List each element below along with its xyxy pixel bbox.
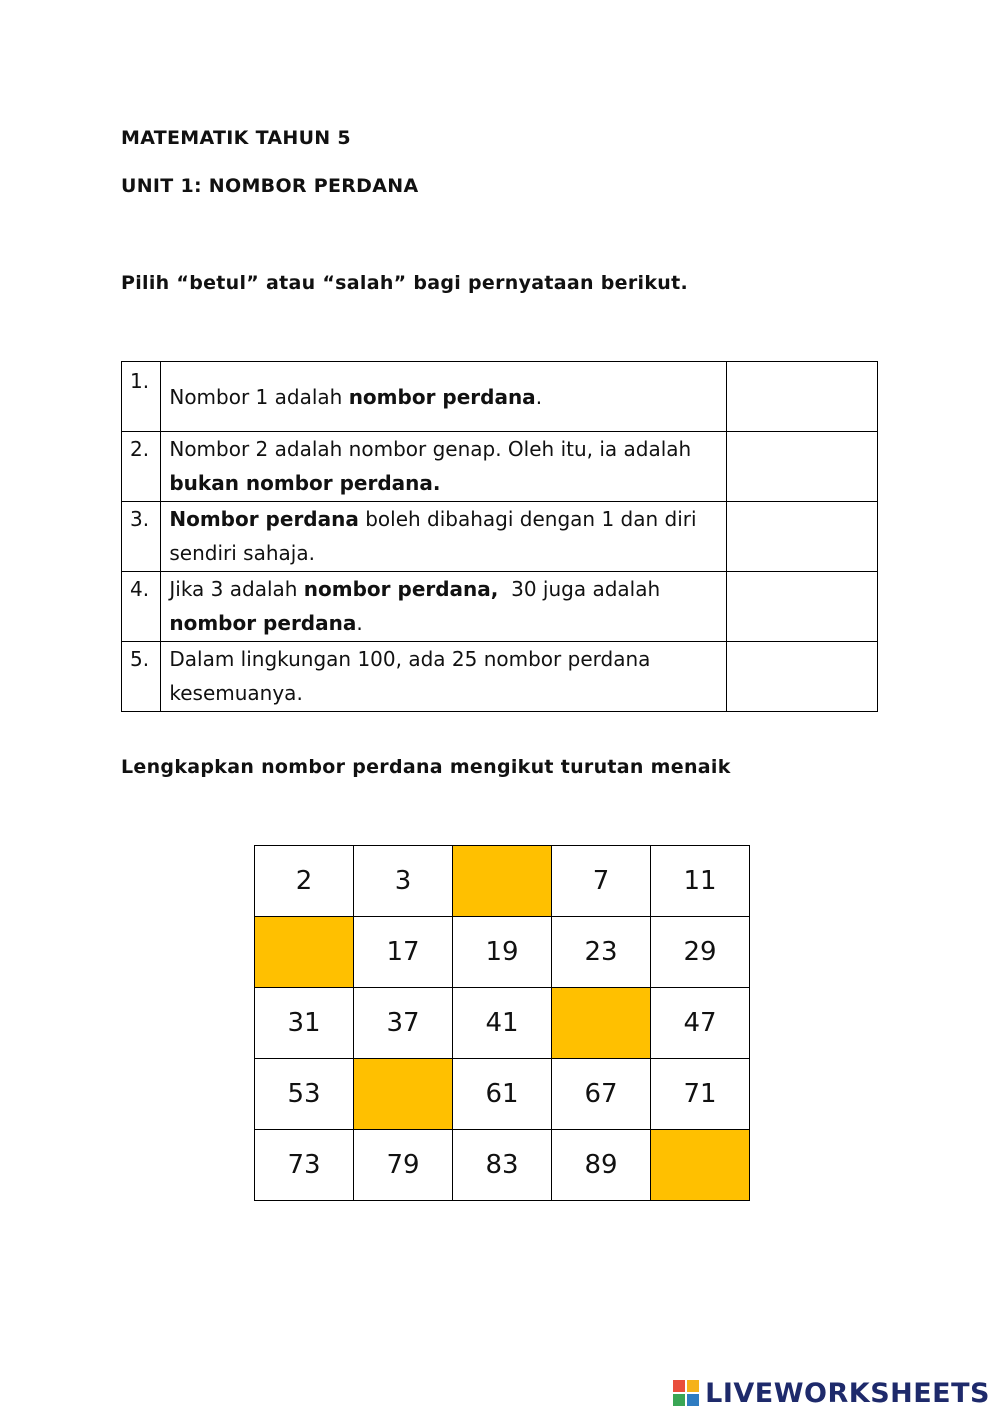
blank-answer-cell[interactable] <box>453 846 552 917</box>
statement-text <box>161 502 726 572</box>
statement-row <box>122 572 878 642</box>
prime-number-cell: 73 <box>255 1130 354 1201</box>
prime-number-cell: 47 <box>651 988 750 1059</box>
grid-row <box>255 1059 750 1130</box>
statement-text <box>161 362 726 432</box>
prime-number-cell: 2 <box>255 846 354 917</box>
prime-number-cell: 3 <box>354 846 453 917</box>
prime-number-cell: 37 <box>354 988 453 1059</box>
statement-number: 2. <box>122 432 161 502</box>
statement-plain-text: . <box>535 385 543 409</box>
statement-text <box>161 572 726 642</box>
statement-bold-text: nombor perdana, <box>303 577 499 601</box>
liveworksheets-brand <box>673 1378 990 1408</box>
worksheet-title: MATEMATIK TAHUN 5 <box>121 127 351 149</box>
prime-number-cell: 41 <box>453 988 552 1059</box>
answer-cell[interactable] <box>726 642 877 712</box>
statement-bold-text: nombor perdana <box>169 611 357 635</box>
blank-answer-cell[interactable] <box>552 988 651 1059</box>
logo-square <box>673 1380 685 1392</box>
answer-cell[interactable] <box>726 502 877 572</box>
prime-number-cell: 79 <box>354 1130 453 1201</box>
blank-answer-cell[interactable] <box>651 1130 750 1201</box>
liveworksheets-logo-icon <box>673 1380 699 1406</box>
logo-square <box>687 1380 699 1392</box>
prime-number-cell: 53 <box>255 1059 354 1130</box>
prime-number-cell: 83 <box>453 1130 552 1201</box>
prime-number-cell: 23 <box>552 917 651 988</box>
statement-number: 5. <box>122 642 161 712</box>
statement-row <box>122 642 878 712</box>
answer-cell[interactable] <box>726 432 877 502</box>
instruction-true-false: Pilih “betul” atau “salah” bagi pernyataan berikut. <box>121 272 688 294</box>
blank-answer-cell[interactable] <box>255 917 354 988</box>
logo-square <box>673 1394 685 1406</box>
statement-bold-text: Nombor perdana <box>169 507 359 531</box>
statement-number: 1. <box>122 362 161 432</box>
prime-number-cell: 67 <box>552 1059 651 1130</box>
prime-number-cell: 31 <box>255 988 354 1059</box>
prime-number-cell: 17 <box>354 917 453 988</box>
statement-number: 4. <box>122 572 161 642</box>
statement-text <box>161 432 726 502</box>
unit-title: UNIT 1: NOMBOR PERDANA <box>121 175 419 197</box>
prime-number-cell: 19 <box>453 917 552 988</box>
brand-name: LIVEWORKSHEETS <box>705 1377 990 1409</box>
instruction-prime-sequence: Lengkapkan nombor perdana mengikut turutan menaik <box>121 756 731 778</box>
statement-plain-text: Jika 3 adalah <box>169 577 304 601</box>
answer-cell[interactable] <box>726 362 877 432</box>
grid-row <box>255 846 750 917</box>
statement-plain-text: Nombor 1 adalah <box>169 385 349 409</box>
statement-row <box>122 362 878 432</box>
prime-number-cell: 71 <box>651 1059 750 1130</box>
prime-number-cell: 11 <box>651 846 750 917</box>
true-false-table <box>121 361 878 712</box>
statement-plain-text: boleh dibahagi dengan 1 dan diri sendiri sahaja. <box>169 507 703 565</box>
prime-number-cell: 7 <box>552 846 651 917</box>
grid-row <box>255 988 750 1059</box>
blank-answer-cell[interactable] <box>354 1059 453 1130</box>
statement-bold-text: bukan nombor perdana. <box>169 471 441 495</box>
statement-text <box>161 642 726 712</box>
prime-number-grid <box>254 845 750 1201</box>
statement-plain-text: 30 juga adalah <box>498 577 667 601</box>
statement-plain-text: Dalam lingkungan 100, ada 25 nombor perdana kesemuanya. <box>169 647 657 705</box>
statement-plain-text: Nombor 2 adalah nombor genap. Oleh itu, ia adalah <box>169 437 698 461</box>
prime-number-cell: 29 <box>651 917 750 988</box>
statement-number: 3. <box>122 502 161 572</box>
statement-plain-text: . <box>356 611 363 635</box>
statement-bold-text: nombor perdana <box>348 385 536 409</box>
answer-cell[interactable] <box>726 572 877 642</box>
logo-square <box>687 1394 699 1406</box>
statement-row <box>122 432 878 502</box>
grid-row <box>255 917 750 988</box>
grid-row <box>255 1130 750 1201</box>
prime-number-cell: 89 <box>552 1130 651 1201</box>
statement-row <box>122 502 878 572</box>
prime-number-cell: 61 <box>453 1059 552 1130</box>
